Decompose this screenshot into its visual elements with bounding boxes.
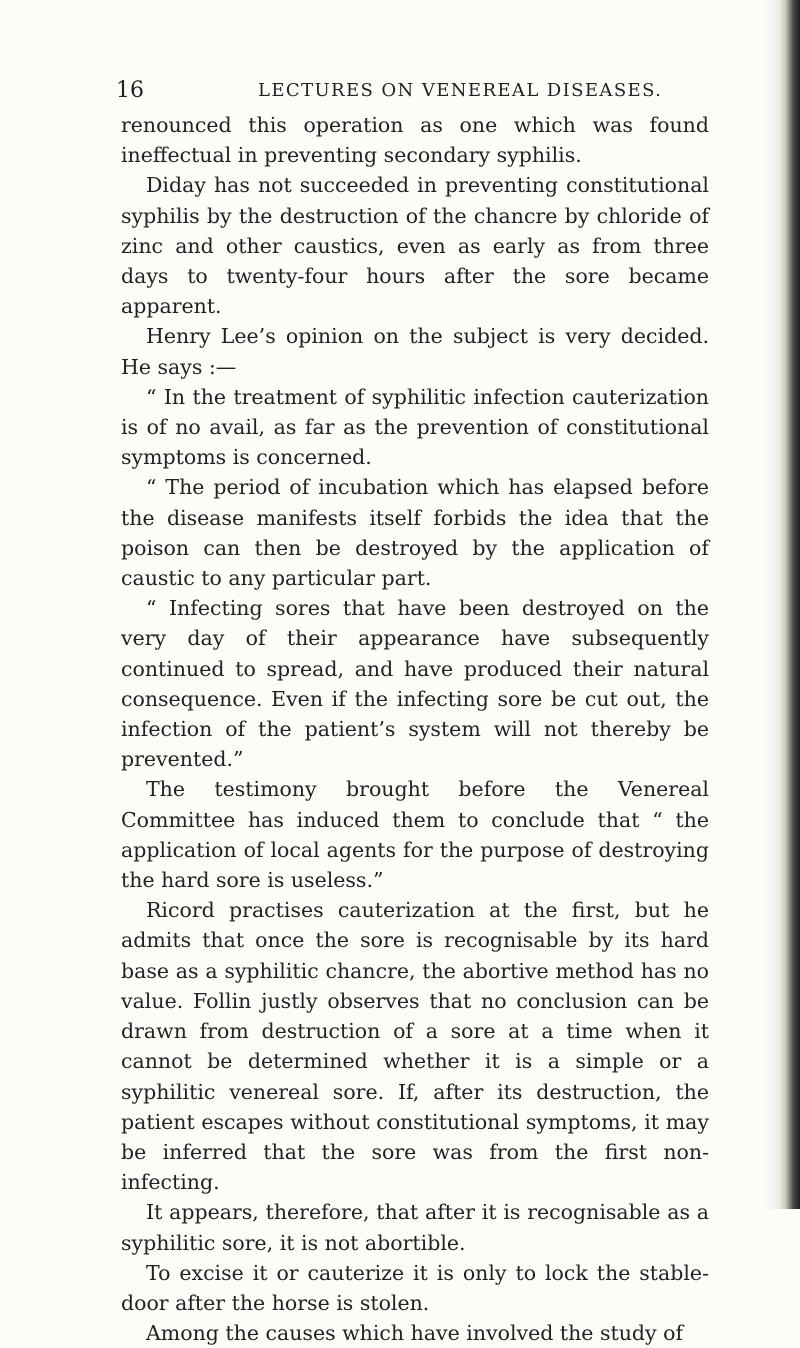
paragraph: “ Infecting sores that have been destroyed on the very day of their appearance have subsequently continued to spread, and have produced their natural consequence. Even if the infecting sore be cut out, the infection of the patient’s system will not thereby be prevented.”: [121, 596, 709, 772]
paragraph: Henry Lee’s opinion on the subject is very decided. He says :—: [121, 324, 709, 379]
paragraph: The testimony brought before the Venereal Committee has induced them to conclude that “ the application of local agents for the purpose of destroying the hard sore is useless.”: [121, 777, 709, 893]
paragraph: Diday has not succeeded in preventing constitutional syphilis by the destruction of the chancre by chloride of zinc and other caustics, even as early as from three days to twenty-four hours after the sore became apparent.: [121, 173, 709, 319]
paragraph: “ In the treatment of syphilitic infection cauterization is of no avail, as far as the prevention of constitutional symptoms is concerned.: [121, 384, 709, 470]
paragraph: “ The period of incubation which has elapsed before the disease manifests itself forbids the idea that the poison can then be destroyed by the application of caustic to any particular part.: [121, 475, 709, 591]
paragraph: Ricord practises cauterization at the first, but he admits that once the sore is recognisable by its hard base as a syphilitic chancre, the abortive method has no value. Follin justly observes that no conclusion can be drawn from destruction of a sore at a time when it cannot be determined whether it is a simple or a syphilitic venereal sore. If, after its destruction, the patient escapes without constitutional symptoms, it may be inferred that the sore was from the first non-infecting.: [121, 898, 709, 1195]
page-header: [116, 78, 706, 106]
paragraph: Among the causes which have involved the study of: [146, 1321, 684, 1346]
page-edge: [778, 0, 800, 1209]
running-title: LECTURES ON VENEREAL DISEASES.: [258, 80, 663, 101]
body-text: [121, 110, 709, 1348]
paragraph: renounced this operation as one which was found ineffectual in preventing secondary syphilis.: [121, 113, 709, 168]
paragraph: It appears, therefore, that after it is recognisable as a syphilitic sore, it is not abortible.: [121, 1200, 709, 1255]
paragraph: To excise it or cauterize it is only to lock the stable-door after the horse is stolen.: [121, 1260, 709, 1315]
page-number: 16: [116, 78, 144, 103]
